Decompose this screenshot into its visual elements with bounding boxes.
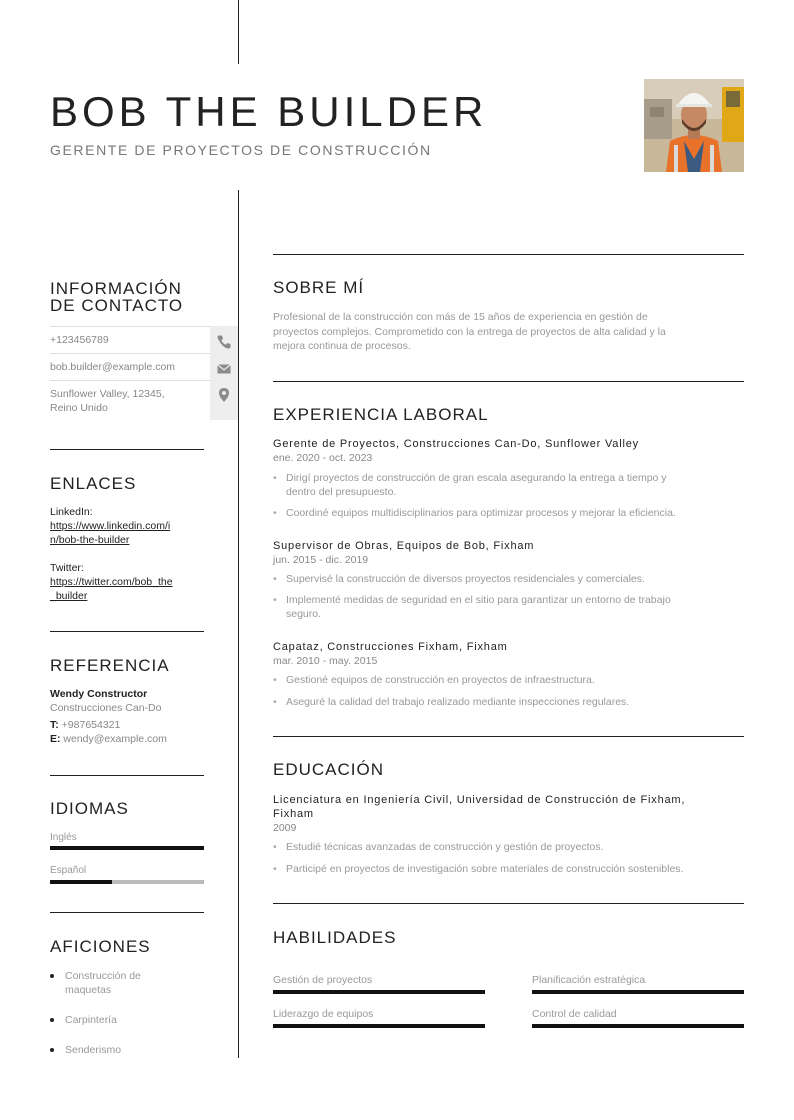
language-bar [50,846,204,850]
job-title: Supervisor de Obras, Equipos de Bob, Fixham [273,540,535,552]
linkedin-label: LinkedIn: [50,506,93,518]
job-dates: ene. 2020 - oct. 2023 [273,452,373,464]
skill-item [532,1008,744,1020]
skill-name: Liderazgo de equipos [273,1008,374,1020]
language-bar-fill [50,846,204,850]
hobby-text: Carpintería [65,1014,117,1026]
skill-item [273,1008,485,1020]
bullet-line: seguro. [286,608,322,620]
job-dates: mar. 2010 - may. 2015 [273,655,378,667]
skill-bar [273,990,485,994]
languages-section [50,800,204,817]
contact-separator [50,380,210,381]
twitter-link[interactable] [50,575,204,603]
bullet-line: Supervisé la construcción de diversos proyectos residenciales y comerciales. [286,573,645,585]
skills-heading: HABILIDADES [273,928,397,947]
profile-photo [644,79,744,172]
bullet-marker: • [273,472,277,484]
twitter-label: Twitter: [50,562,84,574]
linkedin-url-line1[interactable]: https://www.linkedin.com/i [50,520,171,532]
section-divider [50,449,204,450]
bullet-marker: • [273,841,277,853]
top-divider-line [238,0,239,64]
contact-separator [50,326,210,327]
reference-heading: REFERENCIA [50,656,170,675]
hobby-text: Senderismo [65,1044,122,1056]
section-divider [273,254,744,255]
phone-icon [216,334,232,350]
job-title: Capataz, Construcciones Fixham, Fixham [273,641,508,653]
job-dates: jun. 2015 - dic. 2019 [273,554,369,566]
reference-email-label: E: [50,733,61,745]
about-line: proyectos complejos. Comprometido con la entrega de proyectos de alta calidad y la [273,325,666,338]
section-divider [50,912,204,913]
languages-heading: IDIOMAS [50,799,129,818]
contact-heading [50,280,204,314]
bullet-line: dentro del presupuesto. [286,486,397,498]
location-pin-icon [216,387,232,403]
links-heading: ENLACES [50,474,137,493]
mail-icon [216,361,232,377]
reference-company: Construcciones Can-Do [50,702,162,714]
language-name: Inglés [50,832,77,843]
reference-name: Wendy Constructor [50,688,148,700]
reference-phone-row [50,718,204,732]
bullet-marker: • [273,674,277,686]
reference-details [50,687,204,746]
contact-address-line1: Sunflower Valley, 12345, [50,388,165,400]
education-year: 2009 [273,822,297,834]
bullet-marker: • [273,696,277,708]
language-item [50,865,204,877]
reference-phone: +987654321 [61,719,121,731]
degree-line: Licenciatura en Ingeniería Civil, Universidad de Construcción de Fixham, [273,794,686,806]
linkedin-entry [50,505,204,547]
skill-name: Planificación estratégica [532,974,646,986]
bullet-marker: • [273,863,277,875]
hobbies-heading: AFICIONES [50,937,151,956]
bullet-line: Implementé medidas de seguridad en el sitio para garantizar un entorno de trabajo [286,594,671,606]
hobby-text-line2: maquetas [65,984,112,996]
reference-email: wendy@example.com [63,733,167,745]
skill-bar-fill [532,990,744,994]
language-bar [50,880,204,884]
section-divider [50,631,204,632]
section-divider [273,381,744,382]
reference-phone-label: T: [50,719,59,731]
bullet-line: Participé en proyectos de investigación sobre materiales de construcción sostenibles. [286,863,684,875]
experience-heading: EXPERIENCIA LABORAL [273,405,489,424]
hobby-text-line1: Construcción de [65,970,141,982]
education-degree [273,793,744,821]
column-divider-line [238,190,239,1058]
bullet-line: Aseguré la calidad del trabajo realizado mediante inspecciones regulares. [286,696,630,708]
contact-heading-line2: DE CONTACTO [50,296,184,315]
reference-email-row [50,732,204,746]
bullet-line: Estudié técnicas avanzadas de construcción y gestión de proyectos. [286,841,604,853]
hobbies-section [50,938,204,955]
about-text [273,310,744,354]
skill-item [273,974,485,986]
about-heading: SOBRE MÍ [273,278,365,297]
contact-icon-strip [210,326,238,420]
bullet-line: Coordiné equipos multidisciplinarios para optimizar procesos y mejorar la eficiencia. [286,507,676,519]
skill-name: Control de calidad [532,1008,617,1020]
bullet-dot [50,1048,54,1052]
section-divider [50,775,204,776]
job-title: Gerente de Proyectos, Construcciones Can-Do, Sunflower Valley [273,438,639,450]
about-line: mejora continua de procesos. [273,340,411,352]
reference-section [50,657,204,674]
bullet-line: Dirigí proyectos de construcción de gran escala asegurando la entrega a tiempo y [286,472,667,484]
degree-line: Fixham [273,808,314,820]
twitter-url-line2[interactable]: _builder [50,590,88,602]
section-divider [273,903,744,904]
bullet-dot [50,974,54,978]
about-line: Profesional de la construcción con más de 15 años de experiencia en gestión de [273,311,648,323]
skill-item [532,974,744,986]
skill-bar [532,990,744,994]
language-name: Español [50,865,87,876]
linkedin-link[interactable] [50,519,204,547]
education-heading: EDUCACIÓN [273,760,385,779]
contact-address-line2: Reino Unido [50,402,108,414]
links-section [50,475,204,492]
bullet-marker: • [273,507,277,519]
skill-name: Gestión de proyectos [273,974,373,986]
bullet-line: Gestioné equipos de construcción en proyectos de infraestructura. [286,674,595,686]
linkedin-url-line2[interactable]: n/bob-the-builder [50,534,130,546]
language-bar-fill [50,880,112,884]
contact-separator [50,353,210,354]
twitter-url-line1[interactable]: https://twitter.com/bob_the [50,576,173,588]
candidate-name: BOB THE BUILDER [50,88,488,135]
bullet-dot [50,1018,54,1022]
candidate-title: GERENTE DE PROYECTOS DE CONSTRUCCIÓN [50,142,432,158]
skill-bar [273,1024,485,1028]
contact-phone-text: +123456789 [50,334,109,346]
language-item [50,832,204,844]
skill-bar [532,1024,744,1028]
section-divider [273,736,744,737]
contact-heading-line1: INFORMACIÓN [50,279,182,298]
skill-bar-fill [532,1024,744,1028]
contact-email-text: bob.builder@example.com [50,361,176,373]
bullet-marker: • [273,594,277,606]
skill-bar-fill [273,990,485,994]
twitter-entry [50,561,204,603]
bullet-marker: • [273,573,277,585]
skill-bar-fill [273,1024,485,1028]
